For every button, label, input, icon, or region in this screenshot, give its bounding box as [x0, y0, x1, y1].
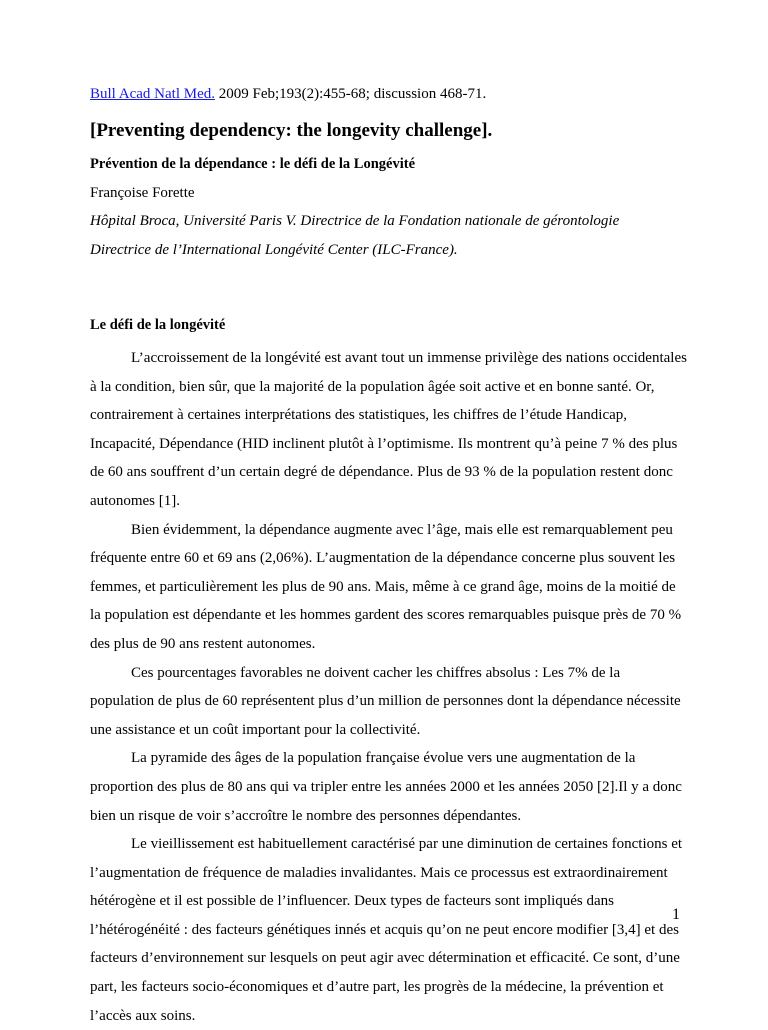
- body-text: [90, 344, 688, 1030]
- paragraph: La pyramide des âges de la population française évolue vers une augmentation de la proportion des plus de 80 ans qui va tripler entre les années 2000 et les années 2050 [2].Il y a donc bien un risque de voir s’accroître le nombre des personnes dépendantes.: [90, 750, 682, 824]
- section-heading: Le défi de la longévité: [90, 317, 226, 333]
- english-title: [Preventing dependency: the longevity challenge].: [90, 120, 493, 141]
- paragraph: Ces pourcentages favorables ne doivent cacher les chiffres absolus : Les 7% de la population de plus de 60 représentent plus d’un million de personnes dont la dépendance nécessite une assistance et un coût important pour la collectivité.: [90, 664, 681, 738]
- paragraph: L’accroissement de la longévité est avant tout un immense privilège des nations occidentales à la condition, bien sûr, que la majorité de la population âgée soit active et en bonne santé. Or, contrairement à certaines interprétations des statistiques, les chiffres de l’étude Handicap, Incapacité, Dépendance (HID inclinent plutôt à l’optimisme. Ils montrent qu’à peine 7 % des plus de 60 ans souffrent d’un certain degré de dépendance. Plus de 93 % de la population restent donc autonomes [1].: [90, 350, 687, 509]
- citation-line: [90, 84, 486, 104]
- citation-details: 2009 Feb;193(2):455-68; discussion 468-71.: [214, 86, 487, 102]
- journal-link[interactable]: Bull Acad Natl Med.: [90, 86, 215, 102]
- paragraph: Bien évidemment, la dépendance augmente avec l’âge, mais elle est remarquablement peu fréquente entre 60 et 69 ans (2,06%). L’augmentation de la dépendance concerne plus souvent les femmes, et particulièrement les plus de 90 ans. Mais, même à ce grand âge, moins de la moitié de la population est dépendante et les hommes gardent des scores remarquables puisque près de 70 % des plus de 90 ans restent autonomes.: [90, 521, 682, 652]
- french-title: Prévention de la dépendance : le défi de la Longévité: [90, 156, 416, 172]
- author-name: Françoise Forette: [90, 185, 195, 201]
- paragraph: Le vieillissement est habituellement caractérisé par une diminution de certaines fonctions et l’augmentation de fréquence de maladies invalidantes. Mais ce processus est extraordinairement hétérogène et il est possible de l’influencer. Deux types de facteurs sont impliqués dans l’hétérogénéité : des facteurs génétiques innés et acquis qu’on ne peut encore modifier [3,4] et des facteurs d’environnement sur lesquels on peut agir avec détermination et efficacité. Ce sont, d’une part, les facteurs socio-économiques et d’autre part, les progrès de la médecine, la prévention et l’accès aux soins.: [90, 836, 683, 1024]
- page-number: 1: [672, 906, 680, 923]
- affiliation-2: Directrice de l’International Longévité Center (ILC-France).: [90, 242, 458, 258]
- affiliation-1: Hôpital Broca, Université Paris V. Directrice de la Fondation nationale de gérontologie: [90, 213, 620, 229]
